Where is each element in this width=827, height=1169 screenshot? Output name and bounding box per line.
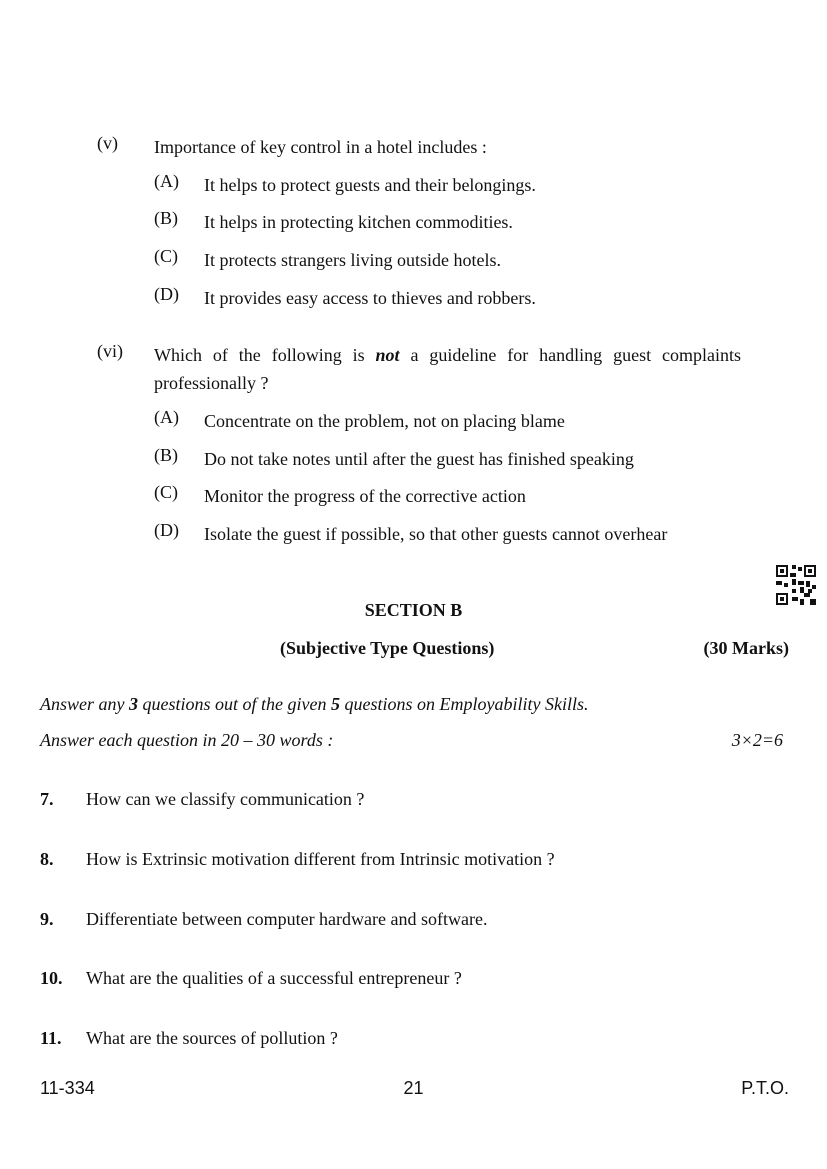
question-number: 10. <box>40 968 63 988</box>
question-number: (v) <box>97 133 118 153</box>
option-text: It protects strangers living outside hotels. <box>204 250 501 270</box>
option-label: (D) <box>154 284 179 304</box>
question-text: Importance of key control in a hotel includes : <box>154 137 487 157</box>
instruction-marks: 3×2=6 <box>731 730 783 750</box>
instruction-count: 5 <box>330 694 340 714</box>
instruction-line-2: Answer each question in 20 – 30 words : <box>40 730 334 750</box>
question-text <box>154 341 741 397</box>
section-title: SECTION B <box>364 600 463 620</box>
option-label: (D) <box>154 520 179 540</box>
instruction-text: Answer any <box>40 694 129 714</box>
option-label: (A) <box>154 171 179 191</box>
option-text: Do not take notes until after the guest has finished speaking <box>204 449 634 469</box>
option-text: Monitor the progress of the corrective action <box>204 486 526 506</box>
question-number: (vi) <box>97 341 123 361</box>
footer-code: 11-334 <box>40 1078 95 1098</box>
instruction-text: questions out of the given <box>138 694 331 714</box>
question-number: 7. <box>40 789 54 809</box>
question-text-part: a guideline for handling guest complaints professionally ? <box>154 345 741 393</box>
option-text: It helps to protect guests and their belongings. <box>204 175 536 195</box>
question-text: How can we classify communication ? <box>86 789 365 809</box>
option-text: It helps in protecting kitchen commodities. <box>204 212 513 232</box>
section-subtitle: (Subjective Type Questions) <box>280 638 495 658</box>
question-number: 9. <box>40 909 54 929</box>
instruction-count: 3 <box>129 694 138 714</box>
option-text: Concentrate on the problem, not on placing blame <box>204 411 565 431</box>
instruction-line-1 <box>40 694 588 715</box>
footer-page-number: 21 <box>403 1078 424 1098</box>
question-number: 8. <box>40 849 54 869</box>
instruction-text: questions on Employability Skills. <box>339 694 589 714</box>
qr-code-icon <box>776 565 816 605</box>
option-label: (C) <box>154 482 178 502</box>
question-text: What are the qualities of a successful entrepreneur ? <box>86 968 462 988</box>
question-text: What are the sources of pollution ? <box>86 1028 338 1048</box>
option-label: (B) <box>154 445 178 465</box>
footer-pto: P.T.O. <box>741 1078 789 1098</box>
question-number: 11. <box>40 1028 62 1048</box>
emphasis-not: not <box>375 345 400 365</box>
option-label: (C) <box>154 246 178 266</box>
question-text-part: Which of the following is <box>154 345 376 365</box>
section-marks: (30 Marks) <box>703 638 789 658</box>
question-text: Differentiate between computer hardware and software. <box>86 909 488 929</box>
option-label: (B) <box>154 208 178 228</box>
question-text: How is Extrinsic motivation different from Intrinsic motivation ? <box>86 849 555 869</box>
option-text: Isolate the guest if possible, so that other guests cannot overhear <box>204 524 668 544</box>
option-text: It provides easy access to thieves and robbers. <box>204 288 536 308</box>
option-label: (A) <box>154 407 179 427</box>
